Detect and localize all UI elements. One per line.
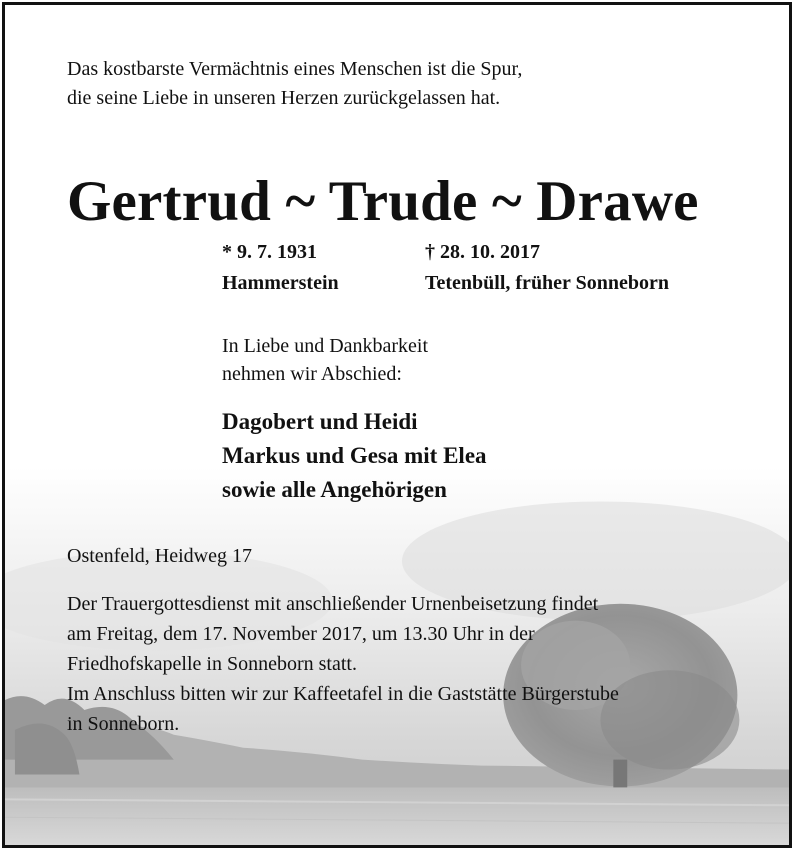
obituary-notice — [2, 2, 792, 848]
service-details — [67, 589, 767, 739]
mourners-list — [222, 405, 487, 507]
service-line: in Sonneborn. — [67, 713, 180, 735]
farewell-line: nehmen wir Abschied: — [222, 363, 402, 385]
mourner-entry: Markus und Gesa mit Elea — [222, 443, 487, 468]
service-line: Im Anschluss bitten wir zur Kaffeetafel in die Gaststätte Bürgerstube — [67, 683, 619, 705]
birth-date: * 9. 7. 1931 — [222, 241, 317, 263]
death-date: † 28. 10. 2017 — [425, 241, 540, 263]
quote-line: die seine Liebe in unseren Herzen zurückgelassen hat. — [67, 87, 501, 109]
deceased-name: Gertrud ~ Trude ~ Drawe — [67, 170, 699, 233]
family-address: Ostenfeld, Heidweg 17 — [67, 545, 252, 567]
birth-place: Hammerstein — [222, 272, 339, 294]
death-place: Tetenbüll, früher Sonneborn — [425, 272, 669, 294]
quote-line: Das kostbarste Vermächtnis eines Menschen ist die Spur, — [67, 58, 523, 80]
service-line: Friedhofskapelle in Sonneborn statt. — [67, 653, 357, 675]
service-line: am Freitag, dem 17. November 2017, um 13.30 Uhr in der — [67, 623, 535, 645]
farewell-line: In Liebe und Dankbarkeit — [222, 335, 429, 357]
farewell-text — [222, 332, 428, 388]
mourner-entry: Dagobert und Heidi — [222, 409, 418, 434]
birth-info — [222, 237, 339, 299]
mourner-entry: sowie alle Angehörigen — [222, 477, 447, 502]
service-line: Der Trauergottesdienst mit anschließender Urnenbeisetzung findet — [67, 593, 599, 615]
death-info — [425, 237, 669, 299]
memorial-quote — [67, 55, 522, 113]
